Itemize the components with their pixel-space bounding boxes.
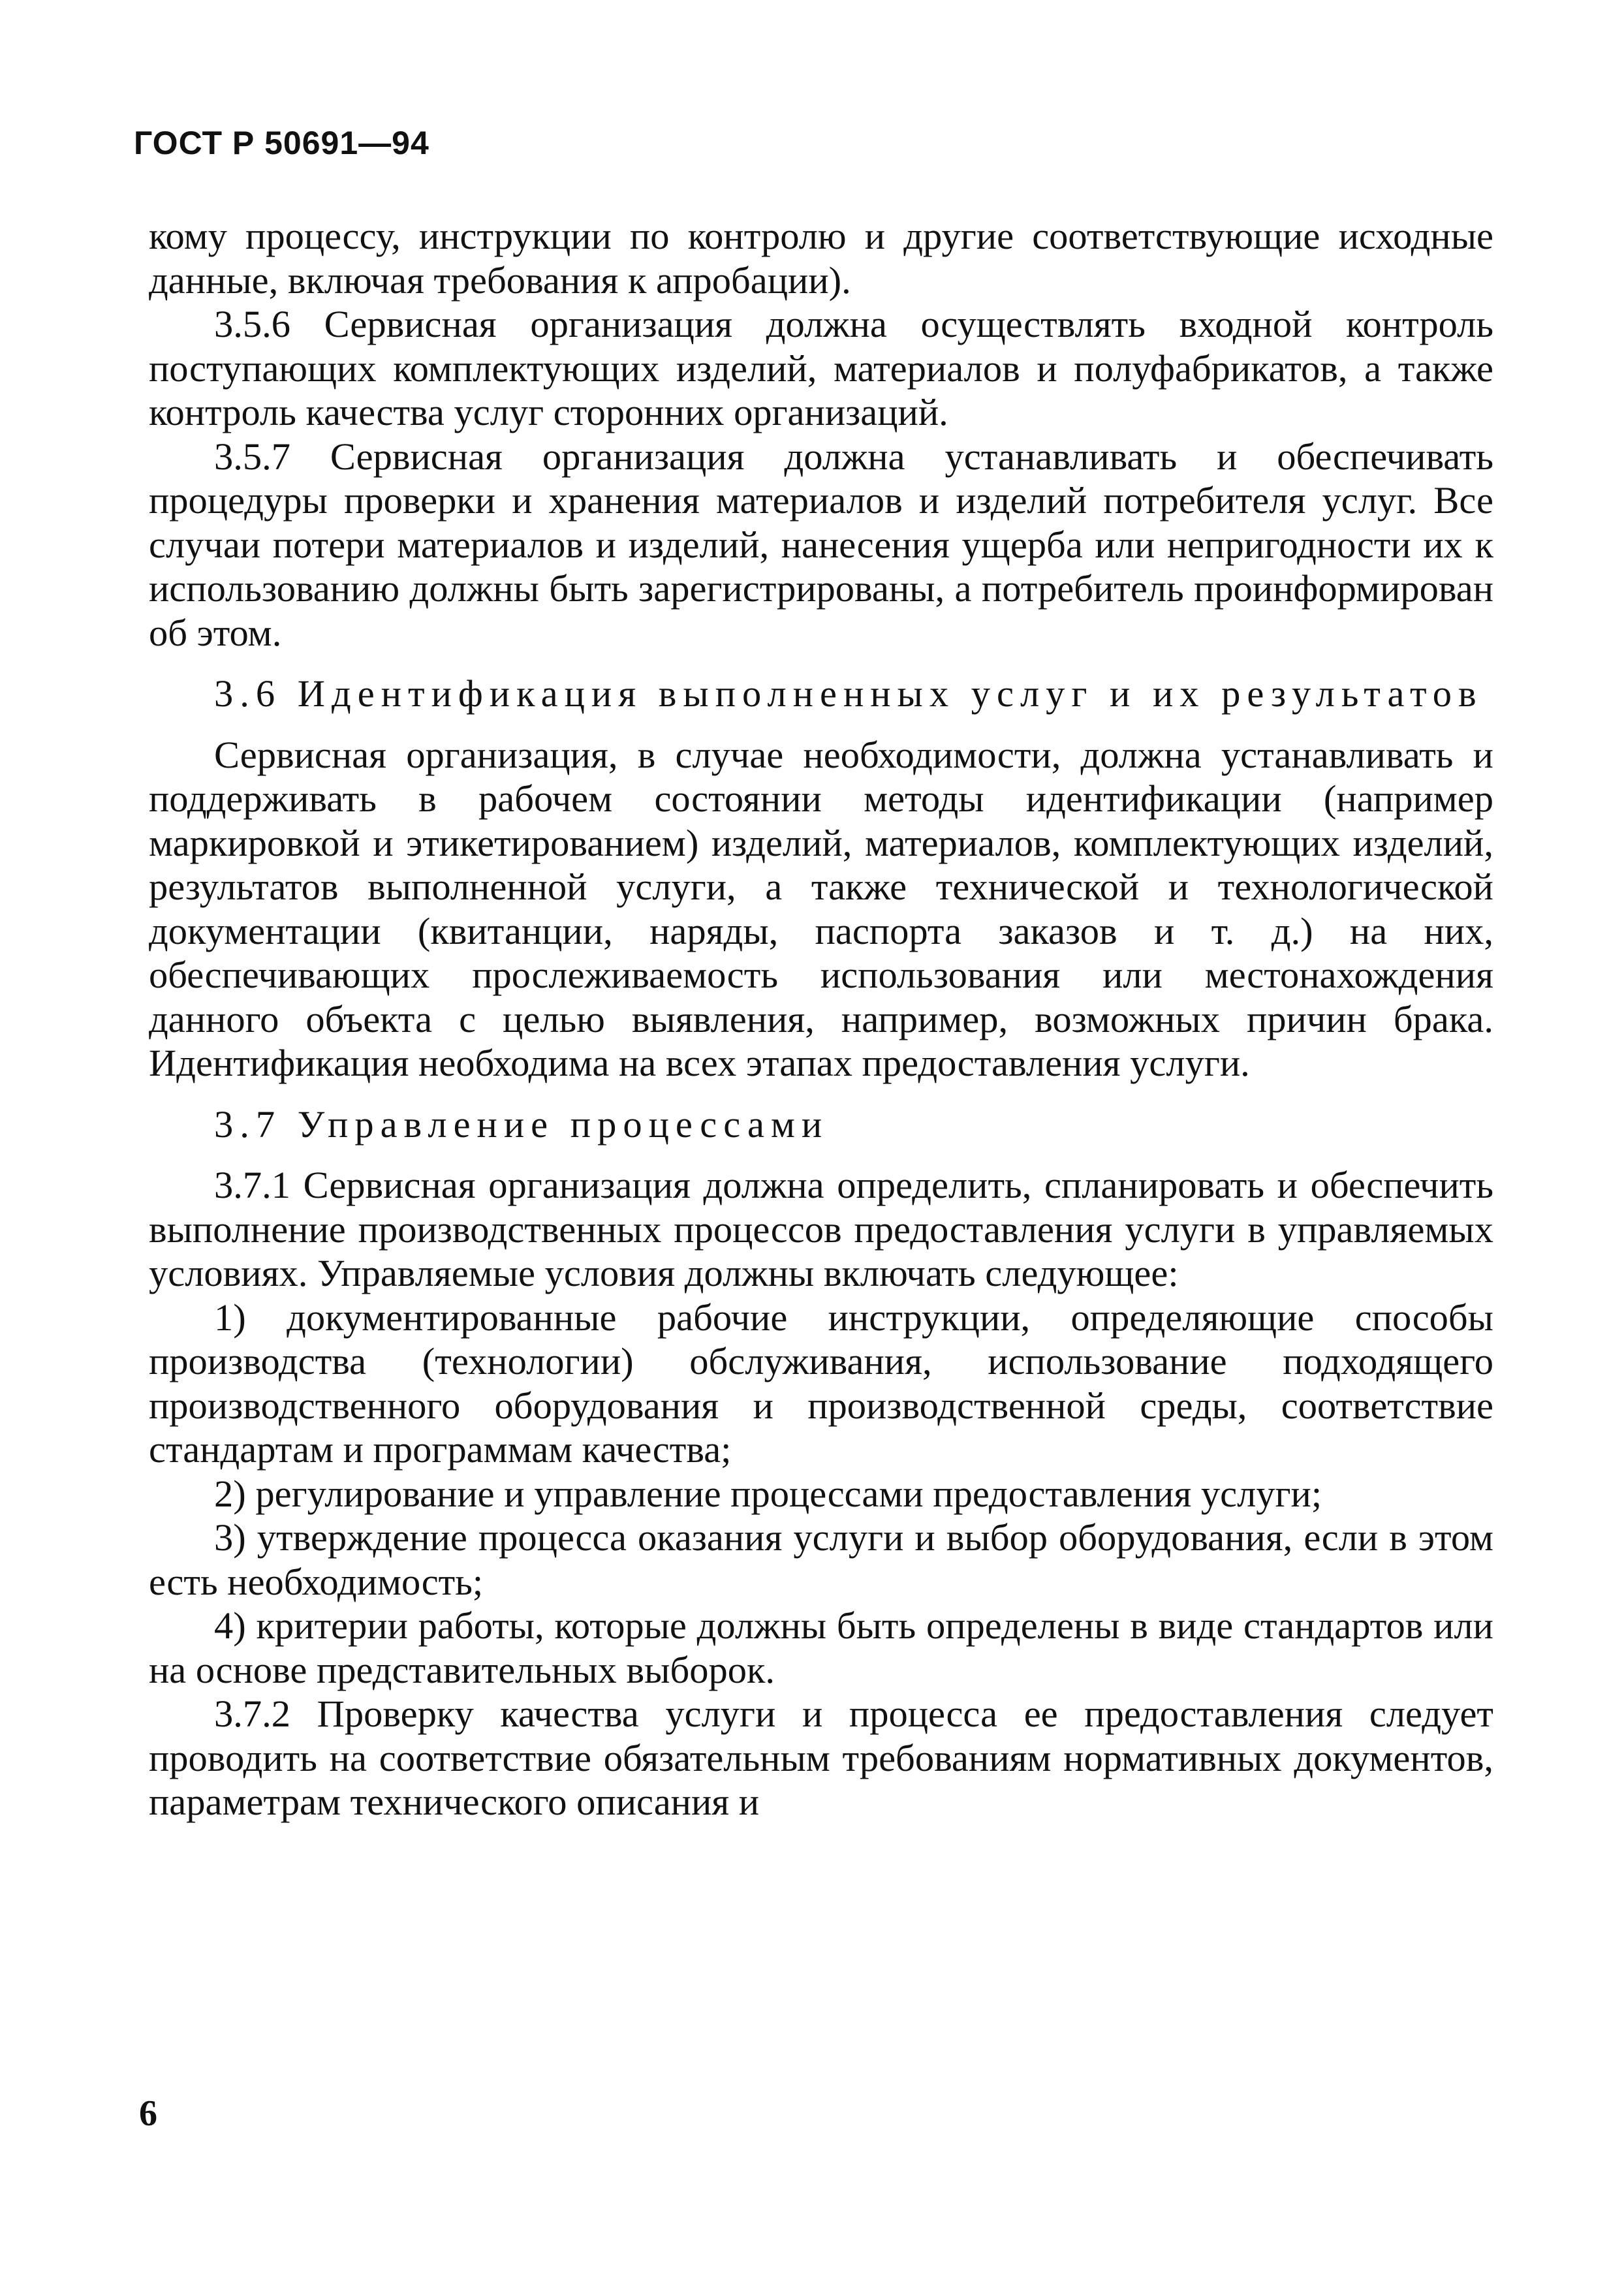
section-heading-3-6: 3.6 Идентификация выполненных услуг и их результатов: [214, 672, 1483, 715]
paragraph-3-5-6: 3.5.6 Сервисная организация должна осуществлять входной контроль поступающих комплектующих изделий, материалов и полуфабрикатов, а также контроль качества услуг сторонних организаций.: [149, 303, 1493, 433]
paragraph-continuation: кому процессу, инструкции по контролю и другие соответствующие исходные данные, включая требования к апробации).: [149, 215, 1493, 302]
list-item-3: 3) утверждение процесса оказания услуги и выбор оборудования, если в этом есть необходимость;: [149, 1516, 1493, 1603]
document-header: ГОСТ Р 50691—94: [134, 125, 429, 161]
paragraph-3-5-7: 3.5.7 Сервисная организация должна устанавливать и обеспечивать процедуры проверки и хранения материалов и изделий потребителя услуг. Все случаи потери материалов и изделий, нанесения ущерба или непригодности их к использованию должны быть зарегистрированы, а потребитель проинформирован об этом.: [149, 435, 1493, 654]
paragraph-3-6-text: Сервисная организация, в случае необходимости, должна устанавливать и поддерживать в рабочем состоянии методы идентификации (например маркировкой и этикетированием) изделий, материалов, комплектующих изделий, результатов выполненной услуги, а также технической и технологической документации (квитанции, наряды, паспорта заказов и т. д.) на них, обеспечивающих прослеживаемость использования или местонахождения данного объекта с целью выявления, например, возможных причин брака. Идентификация необходима на всех этапах предоставления услуги.: [149, 733, 1493, 1084]
paragraph-3-7-1: 3.7.1 Сервисная организация должна определить, спланировать и обеспечить выполнение производственных процессов предоставления услуги в управляемых условиях. Управляемые условия должны включать следующее:: [149, 1164, 1493, 1294]
list-item-2: 2) регулирование и управление процессами предоставления услуги;: [214, 1472, 1322, 1515]
section-heading-3-7: 3.7 Управление процессами: [214, 1102, 829, 1146]
paragraph-3-7-2: 3.7.2 Проверку качества услуги и процесса ее предоставления следует проводить на соответствие обязательным требованиям нормативных документов, параметрам технического описания и: [149, 1692, 1493, 1823]
list-item-4: 4) критерии работы, которые должны быть определены в виде стандартов или на основе представительных выборок.: [149, 1604, 1493, 1691]
page-number: 6: [139, 2093, 157, 2134]
list-item-1: 1) документированные рабочие инструкции, определяющие способы производства (технологии) обслуживания, использование подходящего производственного оборудования и производственной среды, соответствие стандартам и программам качества;: [149, 1296, 1493, 1471]
body-text: [149, 214, 1493, 1824]
